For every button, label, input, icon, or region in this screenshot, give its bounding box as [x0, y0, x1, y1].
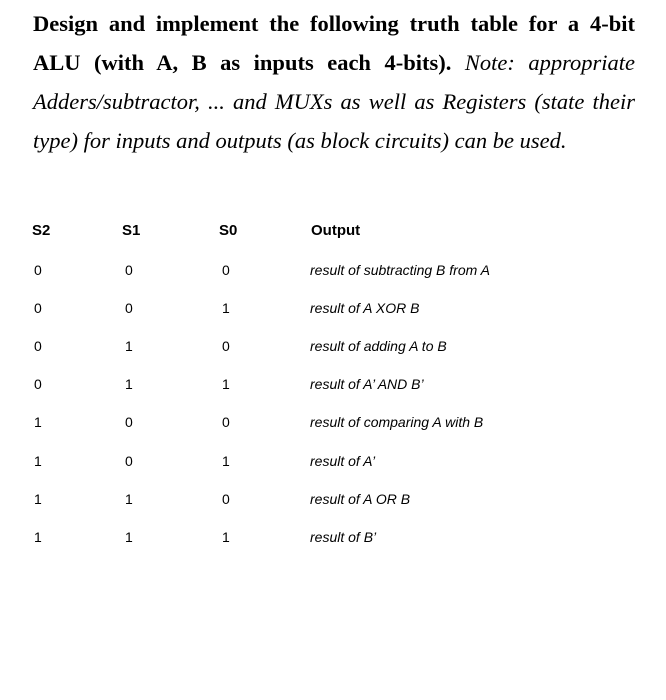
row-5-s0: 0 — [222, 414, 230, 430]
row-6-s2: 1 — [34, 453, 42, 469]
row-7-output: result of A OR B — [310, 491, 411, 507]
row-6-s1: 0 — [125, 453, 133, 469]
row-8-output: result of B’ — [310, 529, 377, 545]
row-4-s2: 0 — [34, 376, 42, 392]
header-s1: S1 — [122, 222, 141, 239]
row-5-s1: 0 — [125, 414, 133, 430]
header-s2: S2 — [32, 222, 51, 239]
question-bold-text: Design and implement the following truth table for a 4-bit ALU (with A, B as inputs each 4-bits). — [33, 11, 635, 75]
row-3-s0: 0 — [222, 338, 230, 354]
row-3-s1: 1 — [125, 338, 133, 354]
row-3-output: result of adding A to B — [310, 338, 447, 354]
row-7-s1: 1 — [125, 491, 133, 507]
row-1-output: result of subtracting B from A — [310, 262, 490, 278]
row-2-output: result of A XOR B — [310, 300, 420, 316]
row-1-s2: 0 — [34, 262, 42, 278]
header-s0: S0 — [219, 222, 238, 239]
row-4-s0: 1 — [222, 376, 230, 392]
row-1-s0: 0 — [222, 262, 230, 278]
row-2-s1: 0 — [125, 300, 133, 316]
row-2-s0: 1 — [222, 300, 230, 316]
header-output: Output — [311, 222, 361, 239]
row-7-s0: 0 — [222, 491, 230, 507]
row-3-s2: 0 — [34, 338, 42, 354]
question-note-text: Note: appropriate Adders/subtractor, ... and MUXs as well as Registers (state their type) for inputs and outputs (as block circuits) can be used. — [33, 50, 636, 153]
row-8-s0: 1 — [222, 529, 230, 545]
row-5-output: result of comparing A with B — [310, 414, 484, 430]
row-8-s1: 1 — [125, 529, 133, 545]
row-6-output: result of A’ — [310, 453, 376, 469]
row-8-s2: 1 — [34, 529, 42, 545]
row-6-s0: 1 — [222, 453, 230, 469]
row-1-s1: 0 — [125, 262, 133, 278]
row-4-s1: 1 — [125, 376, 133, 392]
row-5-s2: 1 — [34, 414, 42, 430]
row-7-s2: 1 — [34, 491, 42, 507]
row-2-s2: 0 — [34, 300, 42, 316]
row-4-output: result of A’ AND B’ — [310, 376, 424, 392]
